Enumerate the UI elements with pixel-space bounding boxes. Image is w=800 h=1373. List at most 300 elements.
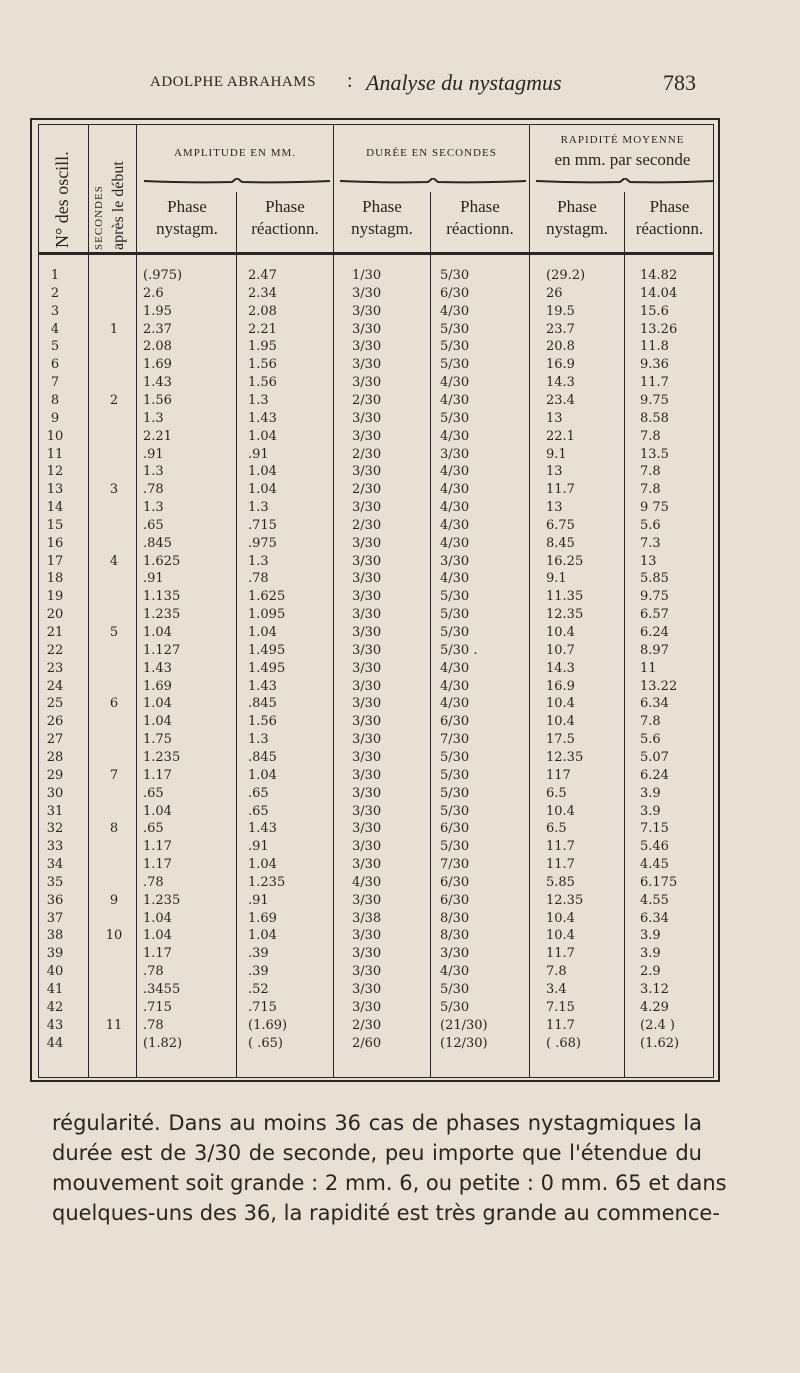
duration-nystagmic: 2/30 [352,517,382,533]
duration-nystagmic: 1/30 [352,268,382,283]
amplitude-reaction: 2.08 [248,303,277,319]
speed-reaction-header [625,196,714,240]
duration-reaction: 6/30 [440,892,470,908]
amplitude-reaction: 1.3 [248,553,269,569]
amplitude-reaction: 1.625 [248,589,286,605]
duration-reaction: 6/30 [440,874,470,890]
oscillation-number: 29 [46,767,64,783]
duration-reaction: 5/30 . [440,642,478,658]
oscillation-number: 25 [46,696,64,712]
duration-nystagmic: 3/30 [352,749,382,765]
duration-reaction: 7/30 [440,732,470,748]
duration-reaction: 5/30 [440,321,470,337]
amplitude-reaction: 1.56 [248,375,277,391]
oscillation-number: 21 [46,625,64,640]
sub-header-line: nystagm. [546,219,608,238]
speed-reaction: 5.85 [640,571,669,587]
table-row [0,875,800,893]
amplitude-nystagmic: 1.135 [143,589,181,605]
amplitude-reaction: 1.04 [248,482,277,498]
speed-nystagmic: 6.5 [546,785,567,801]
speed-nystagmic: 7.15 [546,999,575,1015]
duration-reaction: 4/30 [440,660,470,676]
speed-reaction: 6.34 [640,910,669,926]
duration-reaction: 4/30 [440,375,470,391]
speed-reaction: 4.55 [640,892,669,908]
sub-header-line: réactionn. [251,219,319,238]
amplitude-nystagmic: .91 [143,571,164,587]
speed-reaction: 3.9 [640,785,661,801]
speed-reaction: 13.5 [640,446,669,462]
duration-nystagmic: 3/30 [352,857,382,873]
duration-reaction: 5/30 [440,268,470,283]
header-author: ADOLPHE ABRAHAMS [150,74,316,90]
oscillation-number: 35 [46,874,64,890]
amplitude-reaction: 1.495 [248,642,286,658]
amplitude-nystagmic: 1.3 [143,500,164,516]
duration-nystagmic: 3/30 [352,464,382,480]
amplitude-nystagmic: .715 [143,999,172,1015]
duration-group-header: DURÉE EN SECONDES [366,147,497,159]
duration-nystagmic: 3/30 [352,946,382,962]
amplitude-reaction: .91 [248,892,269,908]
oscillation-number: 41 [46,982,64,997]
table-row [0,893,800,911]
amplitude-nystagmic: 2.37 [143,321,172,337]
seconds-cell: 10 [105,928,123,944]
speed-reaction: 2.9 [640,964,661,980]
duration-nystagmic-header [334,196,430,240]
speed-reaction: 14.82 [640,268,678,283]
amplitude-reaction: .975 [248,535,277,551]
table-row [0,375,800,393]
duration-reaction: 4/30 [440,464,470,480]
duration-nystagmic: 3/30 [352,339,382,355]
sub-header-line: réactionn. [635,219,704,238]
speed-nystagmic: 11.7 [546,839,575,855]
speed-nystagmic: 10.4 [546,928,575,944]
oscillation-number: 8 [50,392,60,408]
speed-reaction: (1.62) [640,1035,680,1051]
speed-nystagmic: 7.8 [546,964,567,980]
amplitude-nystagmic: 1.235 [143,749,181,765]
table-row [0,839,800,857]
speed-nystagmic: 6.5 [546,821,567,837]
speed-reaction: 7.15 [640,821,669,837]
duration-nystagmic: 2/30 [352,1017,382,1033]
amplitude-nystagmic: 1.17 [143,767,172,783]
speed-nystagmic: 11.7 [546,482,575,498]
oscillation-number: 24 [46,678,64,694]
duration-nystagmic: 3/30 [352,500,382,516]
speed-reaction: 6.57 [640,607,669,623]
amplitude-nystagmic: .65 [143,821,164,837]
amplitude-nystagmic: 1.17 [143,946,172,962]
speed-reaction: 8.58 [640,410,669,426]
table-row [0,339,800,357]
table-row [0,429,800,447]
oscillation-number: 27 [46,732,64,748]
amplitude-nystagmic: 1.235 [143,892,181,908]
amplitude-nystagmic: 1.04 [143,714,172,730]
duration-reaction: 3/30 [440,946,470,962]
duration-reaction: 5/30 [440,339,470,355]
amplitude-reaction: .52 [248,982,269,997]
amplitude-nystagmic: .78 [143,1017,164,1033]
speed-reaction: 7.3 [640,535,661,551]
duration-reaction: 4/30 [440,964,470,980]
speed-nystagmic-header [530,196,624,240]
oscillation-number: 10 [46,428,64,444]
duration-nystagmic: 3/30 [352,678,382,694]
amplitude-reaction: 1.43 [248,678,277,694]
table-row [0,518,800,536]
speed-nystagmic: 12.35 [546,607,584,623]
speed-reaction: 9.36 [640,357,669,373]
duration-reaction: 6/30 [440,714,470,730]
oscillation-number: 39 [46,946,64,962]
amplitude-nystagmic: .78 [143,482,164,498]
duration-nystagmic: 2/60 [352,1035,382,1051]
amplitude-nystagmic: 1.56 [143,392,172,408]
duration-reaction: 4/30 [440,428,470,444]
amplitude-reaction: 1.04 [248,464,277,480]
table-row [0,322,800,340]
duration-nystagmic: 3/30 [352,303,382,319]
table-row [0,750,800,768]
duration-reaction: 5/30 [440,999,470,1015]
amplitude-reaction: 1.95 [248,339,277,355]
table-row [0,661,800,679]
table-row [0,607,800,625]
table-row [0,964,800,982]
speed-nystagmic: 22.1 [546,428,575,444]
oscillation-number: 12 [46,464,64,480]
oscillation-number: 40 [46,964,64,980]
oscillation-number: 36 [46,892,64,908]
oscillation-number: 26 [46,714,64,730]
duration-reaction: 5/30 [440,410,470,426]
oscillation-number: 31 [46,803,64,819]
speed-nystagmic: 11.35 [546,589,584,605]
oscillation-number: 5 [50,339,60,355]
amplitude-reaction: .91 [248,446,269,462]
oscillation-number: 1 [50,268,60,283]
oscillation-number: 2 [50,285,60,301]
table-row [0,911,800,929]
amplitude-reaction: 1.04 [248,767,277,783]
duration-nystagmic: 3/30 [352,642,382,658]
amplitude-nystagmic: 1.625 [143,553,181,569]
amplitude-reaction: 1.495 [248,660,286,676]
table-row [0,1018,800,1036]
speed-nystagmic: 16.9 [546,678,575,694]
duration-nystagmic: 3/30 [352,714,382,730]
speed-nystagmic: 10.4 [546,910,575,926]
speed-nystagmic: 117 [546,767,571,783]
speed-reaction: 7.8 [640,428,661,444]
amplitude-nystagmic: 1.04 [143,803,172,819]
duration-nystagmic: 3/30 [352,821,382,837]
speed-reaction: (2.4 ) [640,1017,675,1033]
amplitude-nystagmic: (1.82) [143,1035,183,1051]
table-row [0,500,800,518]
speed-nystagmic: ( .68) [546,1035,581,1051]
duration-nystagmic: 3/30 [352,589,382,605]
speed-nystagmic: (29.2) [546,268,586,283]
duration-nystagmic: 3/30 [352,696,382,712]
speed-nystagmic: 13 [546,410,563,426]
amplitude-brace [144,178,330,184]
amplitude-reaction: .65 [248,785,269,801]
seconds-cell: 9 [109,892,119,908]
speed-reaction: 11.7 [640,375,669,391]
paragraph-line: régularité. Dans au moins 36 cas de phases nystagmiques la [52,1111,702,1135]
table-row [0,857,800,875]
speed-brace [536,178,714,184]
speed-reaction: 6.24 [640,767,669,783]
duration-reaction: 6/30 [440,821,470,837]
speed-nystagmic: 13 [546,464,563,480]
table-row [0,821,800,839]
oscillation-number: 30 [46,785,64,801]
table-row [0,732,800,750]
speed-reaction: 3.9 [640,928,661,944]
speed-reaction: 11 [640,660,657,676]
seconds-cell: 11 [105,1017,123,1033]
amplitude-nystagmic: .78 [143,964,164,980]
amplitude-nystagmic: 2.08 [143,339,172,355]
speed-nystagmic: 3.4 [546,982,567,997]
speed-reaction: 14.04 [640,285,678,301]
paragraph-line: durée est de 3/30 de seconde, peu importe que l'étendue du [52,1141,702,1165]
amplitude-reaction: 2.47 [248,268,277,283]
duration-nystagmic: 3/30 [352,607,382,623]
amplitude-reaction: 1.04 [248,857,277,873]
amplitude-nystagmic: 1.75 [143,732,172,748]
duration-nystagmic: 4/30 [352,874,382,890]
duration-nystagmic: 3/30 [352,625,382,640]
speed-nystagmic: 14.3 [546,660,575,676]
amplitude-nystagmic: 1.04 [143,625,172,640]
duration-reaction-header [431,196,529,240]
duration-nystagmic: 3/38 [352,910,382,926]
sub-header-line: Phase [167,197,207,216]
amplitude-nystagmic: 1.04 [143,910,172,926]
duration-reaction: 8/30 [440,928,470,944]
speed-reaction: 13 [640,553,657,569]
amplitude-nystagmic: 2.6 [143,285,164,301]
speed-group-header-line1: RAPIDITÉ MOYENNE [560,134,685,146]
seconds-header-line2: après le début [110,161,127,250]
table-row [0,464,800,482]
table-row [0,768,800,786]
duration-nystagmic: 3/30 [352,357,382,373]
oscillation-number: 33 [46,839,64,855]
seconds-header-line1: SECONDES [93,185,105,250]
amplitude-nystagmic: .65 [143,517,164,533]
amplitude-nystagmic: 1.69 [143,357,172,373]
oscillation-number: 19 [46,589,64,605]
speed-nystagmic: 11.7 [546,857,575,873]
oscillation-number-header: N° des oscill. [52,151,72,248]
table-row [0,946,800,964]
amplitude-reaction: 1.04 [248,625,277,640]
table-row [0,268,800,286]
amplitude-nystagmic: .3455 [143,982,181,997]
table-row [0,982,800,1000]
amplitude-reaction: 1.3 [248,392,269,408]
amplitude-reaction: 1.56 [248,714,277,730]
duration-reaction: 6/30 [440,285,470,301]
paragraph-line: quelques-uns des 36, la rapidité est très grande au commence- [52,1201,720,1225]
amplitude-nystagmic: 1.43 [143,375,172,391]
sub-header-line: Phase [557,197,597,216]
duration-reaction: 5/30 [440,589,470,605]
duration-nystagmic: 3/30 [352,928,382,944]
speed-nystagmic: 10.4 [546,696,575,712]
table-row [0,304,800,322]
oscillation-number: 3 [50,303,60,319]
sub-header-line: nystagm. [156,219,218,238]
oscillation-number: 16 [46,535,64,551]
oscillation-number: 44 [46,1035,64,1051]
duration-nystagmic: 3/30 [352,535,382,551]
speed-group-header-line2: en mm. par seconde [554,150,691,169]
oscillation-number: 9 [50,410,60,426]
duration-reaction: 4/30 [440,678,470,694]
duration-reaction: 4/30 [440,500,470,516]
duration-reaction: 4/30 [440,571,470,587]
seconds-cell: 4 [109,553,119,569]
oscillation-number: 13 [46,482,64,498]
header-title: Analyse du nystagmus [366,70,562,95]
speed-reaction: 7.8 [640,464,661,480]
table-row [0,625,800,643]
oscillation-number: 42 [46,999,64,1015]
speed-nystagmic: 8.45 [546,535,575,551]
speed-nystagmic: 23.7 [546,321,575,337]
duration-nystagmic: 2/30 [352,392,382,408]
speed-nystagmic: 12.35 [546,749,584,765]
duration-reaction: 3/30 [440,553,470,569]
duration-nystagmic: 3/30 [352,785,382,801]
amplitude-nystagmic: 1.04 [143,696,172,712]
duration-nystagmic: 3/30 [352,285,382,301]
amplitude-reaction: .65 [248,803,269,819]
body-paragraph [52,1108,727,1228]
speed-reaction: 11.8 [640,339,669,355]
sub-header-line: Phase [265,197,305,216]
duration-nystagmic: 3/30 [352,428,382,444]
oscillation-number: 37 [46,910,64,926]
amplitude-reaction: .715 [248,999,277,1015]
speed-nystagmic: 13 [546,500,563,516]
amplitude-nystagmic-header [138,196,236,240]
oscillation-number: 34 [46,857,64,873]
duration-nystagmic: 3/30 [352,767,382,783]
table-row [0,804,800,822]
duration-nystagmic: 3/30 [352,803,382,819]
amplitude-reaction: 1.3 [248,500,269,516]
speed-nystagmic: 5.85 [546,874,575,890]
seconds-cell: 2 [109,392,119,408]
speed-reaction: 3.9 [640,803,661,819]
speed-nystagmic: 26 [546,285,563,301]
amplitude-reaction: .91 [248,839,269,855]
oscillation-number: 20 [46,607,64,623]
duration-reaction: (21/30) [440,1017,488,1033]
amplitude-nystagmic: 1.69 [143,678,172,694]
amplitude-reaction: .78 [248,571,269,587]
duration-reaction: 3/30 [440,446,470,462]
oscillation-number: 43 [46,1017,64,1033]
duration-nystagmic: 3/30 [352,732,382,748]
duration-nystagmic: 3/30 [352,571,382,587]
running-header [0,70,800,100]
speed-reaction: 5.6 [640,517,661,533]
table-row [0,786,800,804]
duration-reaction: 5/30 [440,749,470,765]
amplitude-nystagmic: 1.43 [143,660,172,676]
speed-reaction: 8.97 [640,642,669,658]
amplitude-reaction: .845 [248,696,277,712]
amplitude-reaction: 1.56 [248,357,277,373]
oscillation-number: 6 [50,357,60,373]
speed-reaction: 7.8 [640,714,661,730]
duration-nystagmic: 2/30 [352,482,382,498]
duration-nystagmic: 3/30 [352,410,382,426]
amplitude-reaction-header [237,196,333,240]
speed-nystagmic: 11.7 [546,946,575,962]
speed-reaction: 6.175 [640,874,678,890]
page-number: 783 [663,70,696,95]
oscillation-number: 4 [50,321,60,337]
amplitude-nystagmic: 1.17 [143,857,172,873]
amplitude-reaction: .715 [248,517,277,533]
table-row [0,589,800,607]
speed-reaction: 13.26 [640,321,678,337]
oscillation-number: 11 [46,446,64,462]
amplitude-reaction: 1.3 [248,732,269,748]
amplitude-reaction: ( .65) [248,1035,283,1051]
duration-reaction: 4/30 [440,696,470,712]
speed-nystagmic: 10.4 [546,625,575,640]
table-row [0,411,800,429]
amplitude-nystagmic: 1.3 [143,410,164,426]
duration-reaction: 5/30 [440,357,470,373]
amplitude-reaction: 1.095 [248,607,286,623]
duration-reaction: 5/30 [440,625,470,640]
duration-reaction: 4/30 [440,303,470,319]
speed-reaction: 5.07 [640,749,669,765]
duration-reaction: 5/30 [440,607,470,623]
speed-nystagmic: 10.4 [546,714,575,730]
oscillation-number: 28 [46,749,64,765]
amplitude-reaction: 1.04 [248,428,277,444]
table-row [0,643,800,661]
amplitude-nystagmic: .845 [143,535,172,551]
speed-nystagmic: 6.75 [546,517,575,533]
speed-nystagmic: 20.8 [546,339,575,355]
sub-header-line: réactionn. [446,219,514,238]
table-row [0,928,800,946]
duration-reaction: 4/30 [440,535,470,551]
duration-nystagmic: 3/30 [352,375,382,391]
duration-reaction: 4/30 [440,392,470,408]
amplitude-nystagmic: 1.127 [143,642,181,658]
speed-reaction: 9 75 [640,500,669,516]
